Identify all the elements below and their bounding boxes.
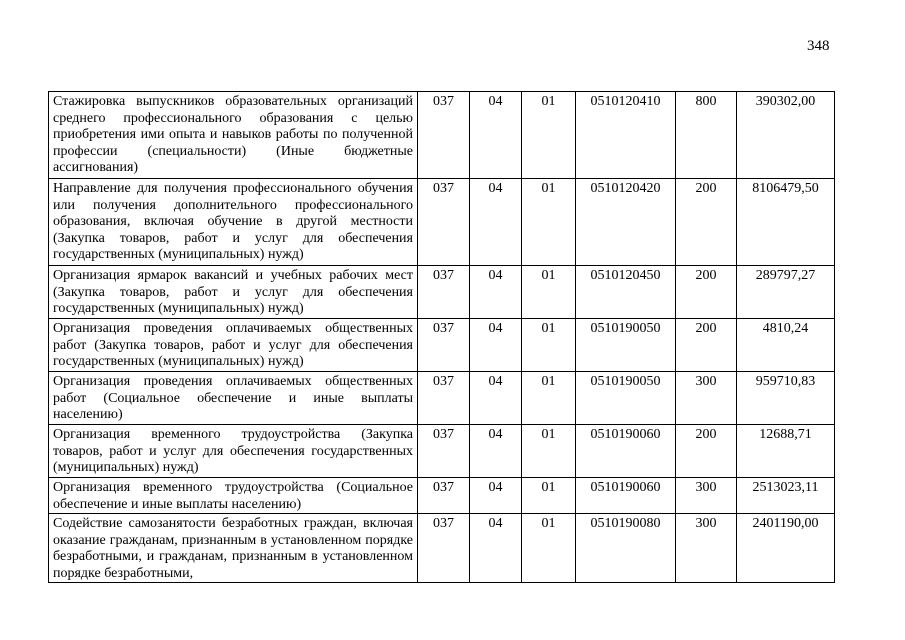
table-row xyxy=(49,266,835,319)
row-description: Организация ярмарок вакансий и учебных рабочих мест (Закупка товаров, работ и услуг для обеспечения государственных (муниципальных) нужд) xyxy=(49,266,418,319)
target-article-code: 0510190080 xyxy=(576,514,676,583)
amount: 390302,00 xyxy=(737,92,835,179)
table-row xyxy=(49,514,835,583)
table-row xyxy=(49,179,835,266)
ministry-code: 037 xyxy=(418,425,470,478)
table-row xyxy=(49,425,835,478)
table-row xyxy=(49,372,835,425)
row-description: Стажировка выпускников образовательных организаций среднего профессионального образования с целью приобретения ими опыта и навыков работы по полученной профессии (специальности) (Иные бюджетные ассигнования) xyxy=(49,92,418,179)
expense-type-code: 200 xyxy=(676,266,737,319)
row-description: Организация временного трудоустройства (Социальное обеспечение и иные выплаты населению) xyxy=(49,478,418,514)
target-article-code: 0510120450 xyxy=(576,266,676,319)
section-code: 04 xyxy=(470,514,522,583)
amount: 2513023,11 xyxy=(737,478,835,514)
expense-type-code: 300 xyxy=(676,478,737,514)
row-description: Содействие самозанятости безработных граждан, включая оказание гражданам, признанным в установленном порядке безработными, и гражданам, признанным в установленном порядке безработными, xyxy=(49,514,418,583)
section-code: 04 xyxy=(470,372,522,425)
expense-type-code: 200 xyxy=(676,179,737,266)
target-article-code: 0510190060 xyxy=(576,425,676,478)
expense-type-code: 300 xyxy=(676,372,737,425)
table-row xyxy=(49,478,835,514)
ministry-code: 037 xyxy=(418,266,470,319)
subsection-code: 01 xyxy=(522,266,576,319)
section-code: 04 xyxy=(470,266,522,319)
ministry-code: 037 xyxy=(418,478,470,514)
subsection-code: 01 xyxy=(522,179,576,266)
target-article-code: 0510190060 xyxy=(576,478,676,514)
target-article-code: 0510120410 xyxy=(576,92,676,179)
target-article-code: 0510190050 xyxy=(576,372,676,425)
subsection-code: 01 xyxy=(522,514,576,583)
ministry-code: 037 xyxy=(418,92,470,179)
amount: 4810,24 xyxy=(737,319,835,372)
amount: 12688,71 xyxy=(737,425,835,478)
row-description: Организация проведения оплачиваемых общественных работ (Социальное обеспечение и иные выплаты населению) xyxy=(49,372,418,425)
row-description: Направление для получения профессионального обучения или получения дополнительного профессионального образования, включая обучение в другой местности (Закупка товаров, работ и услуг для обеспечения государственных (муниципальных) нужд) xyxy=(49,179,418,266)
amount: 8106479,50 xyxy=(737,179,835,266)
ministry-code: 037 xyxy=(418,372,470,425)
row-description: Организация временного трудоустройства (Закупка товаров, работ и услуг для обеспечения государственных (муниципальных) нужд) xyxy=(49,425,418,478)
section-code: 04 xyxy=(470,478,522,514)
section-code: 04 xyxy=(470,425,522,478)
page-number: 348 xyxy=(807,38,830,54)
subsection-code: 01 xyxy=(522,478,576,514)
section-code: 04 xyxy=(470,319,522,372)
expense-type-code: 200 xyxy=(676,425,737,478)
section-code: 04 xyxy=(470,179,522,266)
amount: 289797,27 xyxy=(737,266,835,319)
row-description: Организация проведения оплачиваемых общественных работ (Закупка товаров, работ и услуг для обеспечения государственных (муниципальных) нужд) xyxy=(49,319,418,372)
ministry-code: 037 xyxy=(418,319,470,372)
subsection-code: 01 xyxy=(522,425,576,478)
target-article-code: 0510190050 xyxy=(576,319,676,372)
section-code: 04 xyxy=(470,92,522,179)
ministry-code: 037 xyxy=(418,514,470,583)
amount: 2401190,00 xyxy=(737,514,835,583)
table-row xyxy=(49,319,835,372)
target-article-code: 0510120420 xyxy=(576,179,676,266)
budget-table xyxy=(48,91,835,583)
table-row xyxy=(49,92,835,179)
subsection-code: 01 xyxy=(522,92,576,179)
subsection-code: 01 xyxy=(522,372,576,425)
expense-type-code: 200 xyxy=(676,319,737,372)
amount: 959710,83 xyxy=(737,372,835,425)
expense-type-code: 800 xyxy=(676,92,737,179)
expense-type-code: 300 xyxy=(676,514,737,583)
ministry-code: 037 xyxy=(418,179,470,266)
subsection-code: 01 xyxy=(522,319,576,372)
